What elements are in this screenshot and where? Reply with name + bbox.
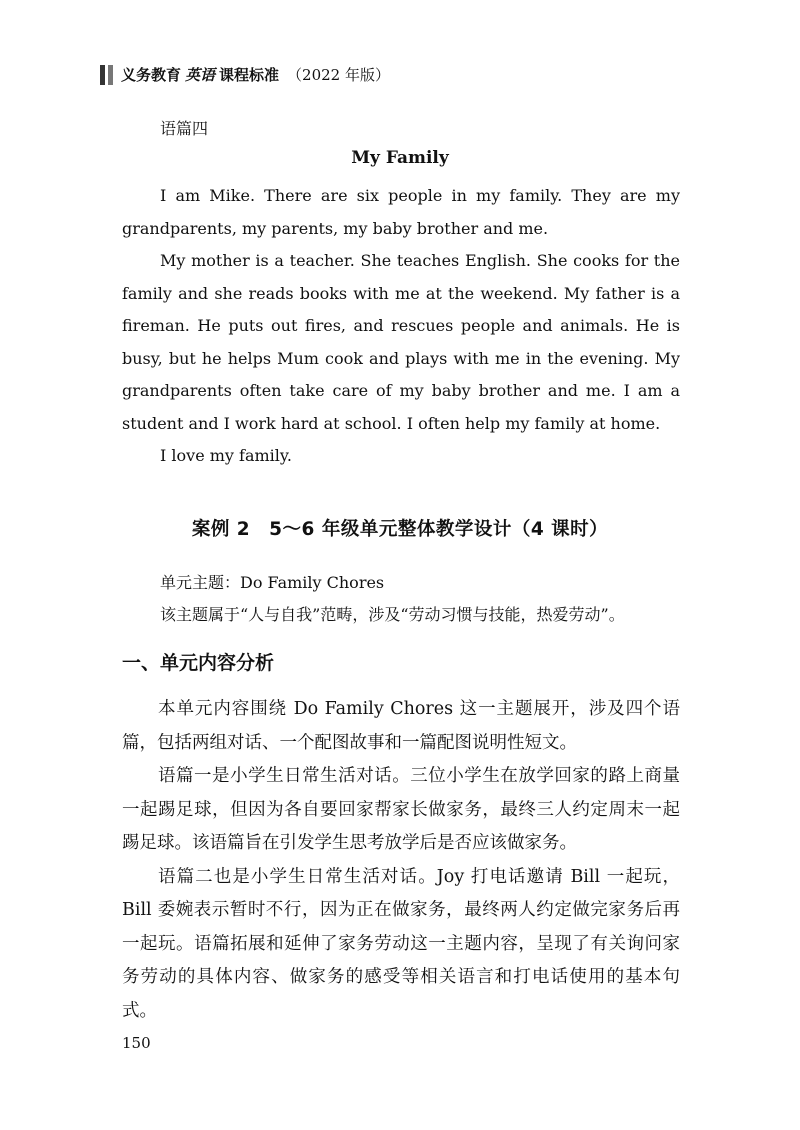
- section-paragraph: 语篇一是小学生日常生活对话。三位小学生在放学回家的路上商量一起踢足球，但因为各自要回家帮家长做家务，最终三人约定周末一起踢足球。该语篇旨在引发学生思考放学后是否应该做家务。: [122, 766, 680, 853]
- page-number: 150: [122, 1034, 151, 1052]
- section-paragraph: 语篇二也是小学生日常生活对话。Joy 打电话邀请 Bill 一起玩，Bill 委婉表示暂时不行，因为正在做家务，最终两人约定做完家务后再一起玩。语篇拓展和延伸了家务劳动这一主题内容，呈现了有关询问家务劳动的具体内容、做家务的感受等相关语言和打电话使用的基本句式。: [122, 866, 680, 1021]
- section-heading: 一、单元内容分析: [122, 652, 275, 674]
- unit-theme: 单元主题：Do Family Chores: [160, 573, 385, 592]
- passage-label: 语篇四: [160, 119, 209, 138]
- story-paragraph: I am Mike. There are six people in my family. They are my grandparents, my parents, my baby brother and me.: [122, 186, 680, 238]
- story-paragraph: I love my family.: [160, 446, 292, 465]
- header-title-part1: 义务教育: [121, 66, 182, 84]
- story-title: My Family: [351, 148, 449, 168]
- unit-scope: 该主题属于“人与自我”范畴，涉及“劳动习惯与技能，热爱劳动”。: [160, 605, 625, 624]
- unit-info: [160, 567, 625, 631]
- story-body: [122, 180, 680, 473]
- header-title-part3: 课程标准: [219, 66, 280, 84]
- header-edition: （2022 年版）: [287, 66, 390, 84]
- story-paragraph: My mother is a teacher. She teaches English. She cooks for the family and she reads books with me at the weekend. My father is a fireman. He puts out fires, and rescues people and animals. He is busy, but he helps Mum cook and plays with me in the evening. My grandparents often take care of my baby brother and me. I am a student and I work hard at school. I often help my family at home.: [122, 251, 680, 433]
- header-bars-decoration: [100, 65, 113, 85]
- case-title: 案例 2 5～6 年级单元整体教学设计（4 课时）: [191, 519, 609, 540]
- section-body: [122, 693, 680, 1028]
- header-title-part2: 英语: [185, 66, 216, 84]
- section-paragraph: 本单元内容围绕 Do Family Chores 这一主题展开，涉及四个语篇，包括两组对话、一个配图故事和一篇配图说明性短文。: [122, 699, 680, 753]
- running-header: [100, 64, 390, 85]
